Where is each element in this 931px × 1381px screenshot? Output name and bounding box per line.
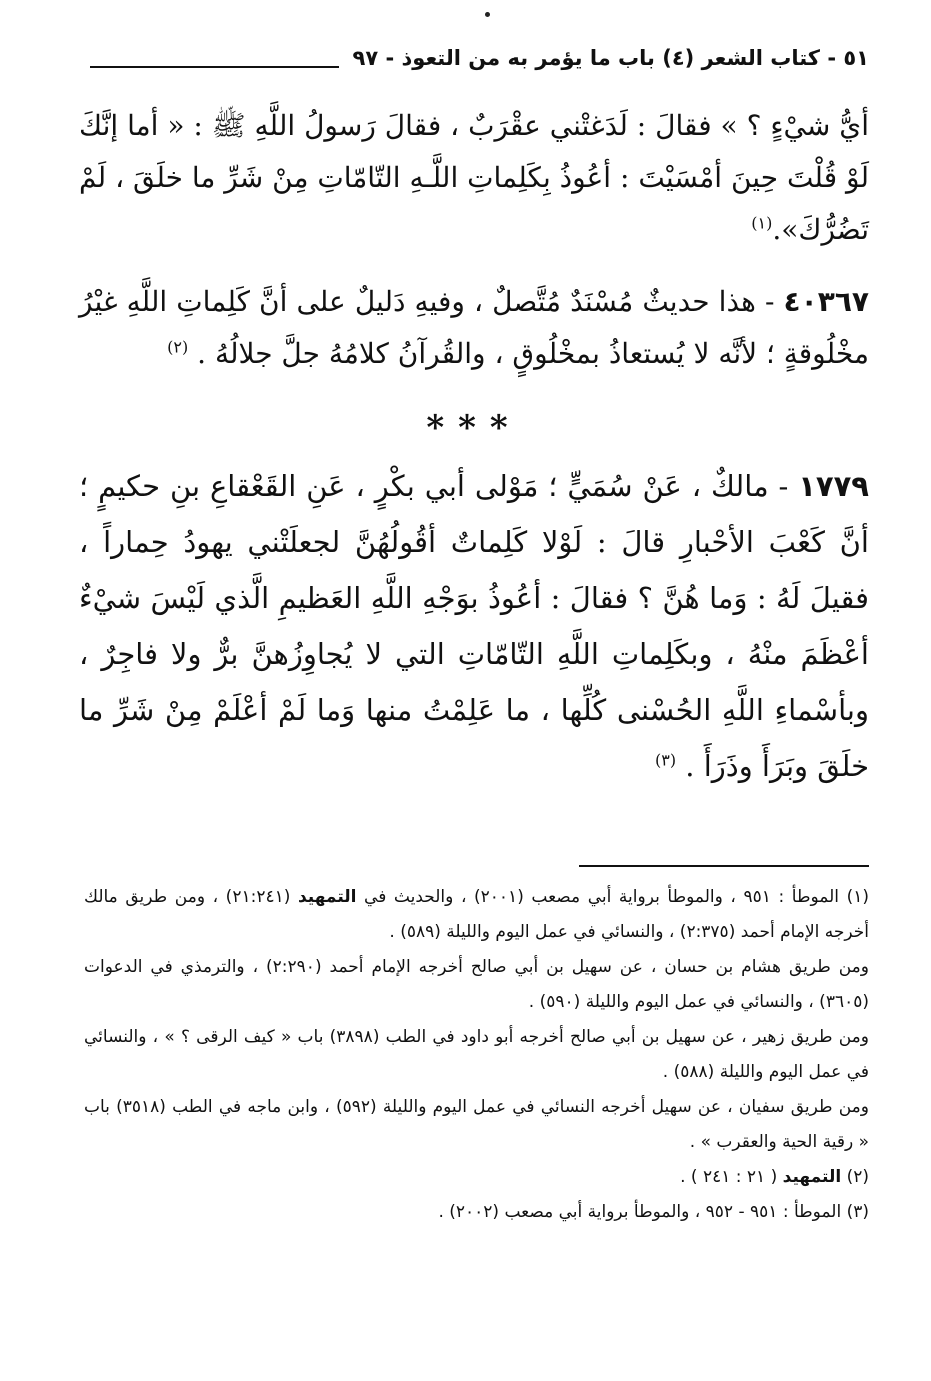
hadith-number: ١٧٧٩ [798, 469, 869, 503]
footnote-2-number: (٢) [841, 1167, 869, 1187]
footnote-1-book-title: التمهيد [297, 887, 357, 907]
footnote-2-reference: ( ٢١ : ٢٤١ ) . [680, 1167, 783, 1187]
paragraph-hadith-text [79, 100, 869, 256]
footnote-1 [84, 880, 869, 950]
footnote-2-book-title: التمهيد [782, 1167, 842, 1187]
header-rule [90, 66, 339, 68]
paragraph-number: ٤٠٣٦٧ [783, 285, 869, 318]
footnote-1-continuation-hisham: ومن طريق هشام بن حسان ، عن سهيل بن أبي صالح أخرجه الإمام أحمد (٢:٢٩٠) ، والترمذي في الدعوات (٣٦٠٥) ، والنسائي في عمل اليوم والليلة (٥٩٠) . [84, 957, 869, 1012]
footnotes [84, 880, 869, 1230]
footnote-1-part-b: (٢١:٢٤١) ، ومن طريق مالك أخرجه الإمام أحمد (٢:٣٧٥) ، والنسائي في عمل اليوم والليلة (٥٨٩) . [84, 887, 869, 942]
footnote-ref-2: (٢) [167, 337, 189, 357]
running-header [90, 38, 869, 78]
footnote-3: (٣) الموطأ : ٩٥١ - ٩٥٢ ، والموطأ برواية أبي مصعب (٢٠٠٢) . [438, 1202, 869, 1222]
section-separator: *** [426, 408, 522, 448]
paragraph-commentary [79, 276, 869, 380]
footnote-2 [84, 1160, 869, 1195]
footnote-1-continuation-zuhair: ومن طريق زهير ، عن سهيل بن أبي صالح أخرجه أبو داود في الطب (٣٨٩٨) باب « كيف الرقى ؟ » ، والنسائي في عمل اليوم والليلة (٥٨٨) . [84, 1027, 869, 1082]
main-text [79, 100, 869, 794]
footnote-ref-3: (٣) [654, 750, 677, 770]
footnote-1-part-a: (١) الموطأ : ٩٥١ ، والموطأ برواية أبي مصعب (٢٠٠١) ، والحديث في [356, 887, 870, 907]
paragraph-1-text: أيُّ شيْءٍ ؟ » فقالَ : لَدَغتْني عقْرَبٌ ، فقالَ رَسولُ اللَّهِ ﷺ : « أما إنَّكَ لَوْ قُلْتَ حِينَ أمْسَيْتَ : أعُوذُ بِكَلِماتِ اللَّـهِ التّامّاتِ مِنْ شَرِّ ما خلَقَ ، لَمْ تَضُرُّكَ». [79, 109, 869, 246]
paragraph-hadith-1779 [79, 458, 869, 794]
header-text: ٥١ - كتاب الشعر (٤) باب ما يؤمر به من التعوذ - ٩٧ [352, 46, 869, 70]
footnote-ref-1: (١) [751, 213, 773, 233]
paragraph-2-text: - هذا حديثٌ مُسْنَدٌ مُتَّصلٌ ، وفيهِ دَليلٌ على أنَّ كَلِماتِ اللَّهِ غيْرُ مخْلُوقةٍ ؛ لأنَّه لا يُستعاذُ بمخْلُوقٍ ، والقُرآنُ كلامُهُ جلَّ جلالُهُ . [79, 285, 869, 370]
paragraph-3-text: - مالكٌ ، عَنْ سُمَيٍّ ؛ مَوْلى أبي بكْرٍ ، عَنِ القَعْقاعِ بنِ حكيمٍ ؛ أنَّ كَعْبَ الأحْبارِ قالَ : لَوْلا كَلِماتٌ أقُولُهُنَّ لجعلَتْني يهودُ حِماراً ، فقيلَ لَهُ : وَما هُنَّ ؟ فقالَ : أعُوذُ بوَجْهِ اللَّهِ العَظيمِ الَّذي لَيْسَ شيْءٌ أعْظَمَ منْهُ ، وبكَلِماتِ اللَّهِ التّامّاتِ التي لا يُجاوِزُهنَّ برٌّ ولا فاجِرٌ ، وبأسْماءِ اللَّهِ الحُسْنى كُلِّها ، ما عَلِمْتُ منها وَما لَمْ أعْلَمْ مِنْ شَرِّ ما خلَقَ وبَرَأَ وذَرَأَ . [79, 469, 869, 783]
top-dot-mark [485, 12, 490, 17]
footnote-1-continuation-sufyan: ومن طريق سفيان ، عن سهيل أخرجه النسائي في عمل اليوم والليلة (٥٩٢) ، وابن ماجه في الطب (٣٥١٨) باب « رقية الحية والعقرب » . [84, 1097, 869, 1152]
footnote-separator [579, 865, 869, 867]
